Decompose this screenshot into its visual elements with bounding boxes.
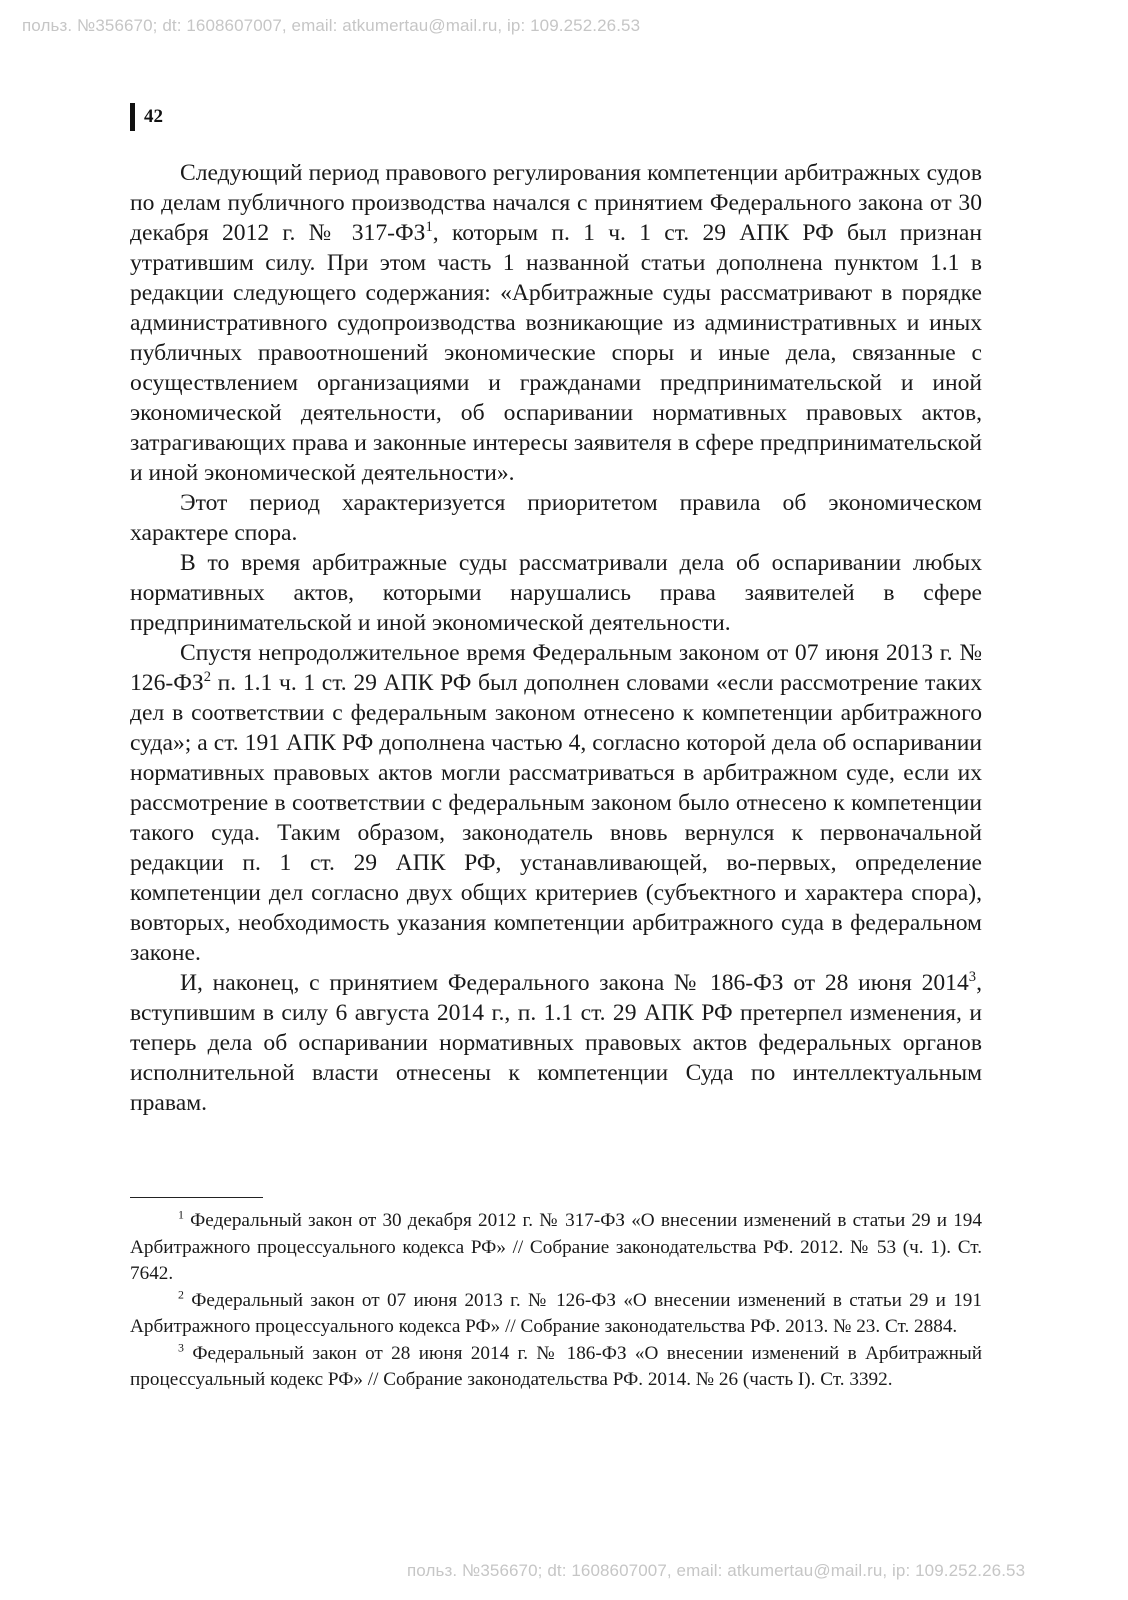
- page-number: 42: [144, 106, 163, 127]
- footnote: $^1$ Федеральный закон от 30 декабря 2012 г. № 317-ФЗ «О внесении изменений в статьи 29 и 194 Арбитражного процессуального кодекса РФ» // Собрание законодательства РФ. 2012. № 53 (ч. 1). Ст. 7642.: [130, 1207, 982, 1284]
- paragraph: Спустя непродолжительное время Федеральным законом от 07 июня 2013 г. № $126-ФЗ^2$ п. 1.1 ч. 1 ст. 29 АПК РФ был дополнен словами «если рассмотрение таких дел в соответствии с федеральным законом отнесено к компетенции арбитражного суда»; а ст. 191 АПК РФ дополнена частью 4, согласно которой дела об оспаривании нормативных правовых актов могли рассматриваться в арбитражном суде, если их рассмотрение в соответствии с федеральным законом было отнесено к компетенции такого суда. Таким образом, законодатель вновь вернулся к первоначальной редакции п. 1 ст. 29 АПК РФ, устанавливающей, во-первых, определение компетенции дел согласно двух общих критериев (субъектного и характера спора), вовторых, необходимость указания компетенции арбитражного суда в федеральном законе.: [130, 640, 982, 966]
- paragraph: И, наконец, с принятием Федерального закона № 186-ФЗ от 28 июня 2014$^3$, вступившим в силу 6 августа 2014 г., п. 1.1 ст. 29 АПК РФ претерпел изменения, и теперь дела об оспаривании нормативных правовых актов федеральных органов исполнительной власти отнесены к компетенции Суда по интеллектуальным правам.: [130, 969, 982, 1116]
- paragraph: Следующий период правового регулирования компетенции арбитражных судов по делам публичного производства начался с принятием Федерального закона от 30 декабря 2012 г. № $317-ФЗ^1$, которым п. 1 ч. 1 ст. 29 АПК РФ был признан утратившим силу. При этом часть 1 названной статьи дополнена пунктом 1.1 в редакции следующего содержания: «Арбитражные суды рассматривают в порядке административного судопроизводства возникающие из административных и иных публичных правоотношений экономические споры и иные дела, связанные с осуществлением организациями и гражданами предпринимательской и иной экономической деятельности, об оспаривании нормативных правовых актов, затрагивающих права и законные интересы заявителя в сфере предпринимательской и иной экономической деятельности».: [130, 160, 983, 486]
- footnote-mark: 3: [178, 1340, 184, 1355]
- page-header: [130, 103, 163, 131]
- paragraph: В то время арбитражные суды рассматривали дела об оспаривании любых нормативных актов, которыми нарушались права заявителей в сфере предпринимательской и иной экономической деятельности.: [130, 550, 982, 636]
- page-number-bar: [130, 103, 135, 131]
- footnote: $^2$ Федеральный закон от 07 июня 2013 г. № 126-ФЗ «О внесении изменений в статьи 29 и 191 Арбитражного процессуального кодекса РФ» // Собрание законодательства РФ. 2013. № 23. Ст. 2884.: [130, 1287, 982, 1337]
- footnote: $^3$ Федеральный закон от 28 июня 2014 г. № 186-ФЗ «О внесении изменений в Арбитражный процессуальный кодекс РФ» // Собрание законодательства РФ. 2014. № 26 (часть I). Ст. 3392.: [130, 1340, 983, 1390]
- footnote-ref[interactable]: 3: [968, 969, 977, 986]
- watermark-top: польз. №356670; dt: 1608607007, email: atkumertau@mail.ru, ip: 109.252.26.53: [22, 16, 641, 35]
- footnote-ref[interactable]: 2: [203, 669, 212, 686]
- footnote-mark: 1: [178, 1207, 184, 1222]
- footnotes: [130, 1208, 982, 1394]
- footnote-mark: 2: [178, 1287, 184, 1302]
- watermark-bottom: польз. №356670; dt: 1608607007, email: atkumertau@mail.ru, ip: 109.252.26.53: [407, 1561, 1026, 1580]
- footnote-divider: [130, 1197, 263, 1198]
- footnote-ref[interactable]: 1: [425, 219, 433, 236]
- main-text: [130, 158, 982, 1118]
- paragraph: Этот период характеризуется приоритетом правила об экономическом характере спора.: [130, 490, 982, 546]
